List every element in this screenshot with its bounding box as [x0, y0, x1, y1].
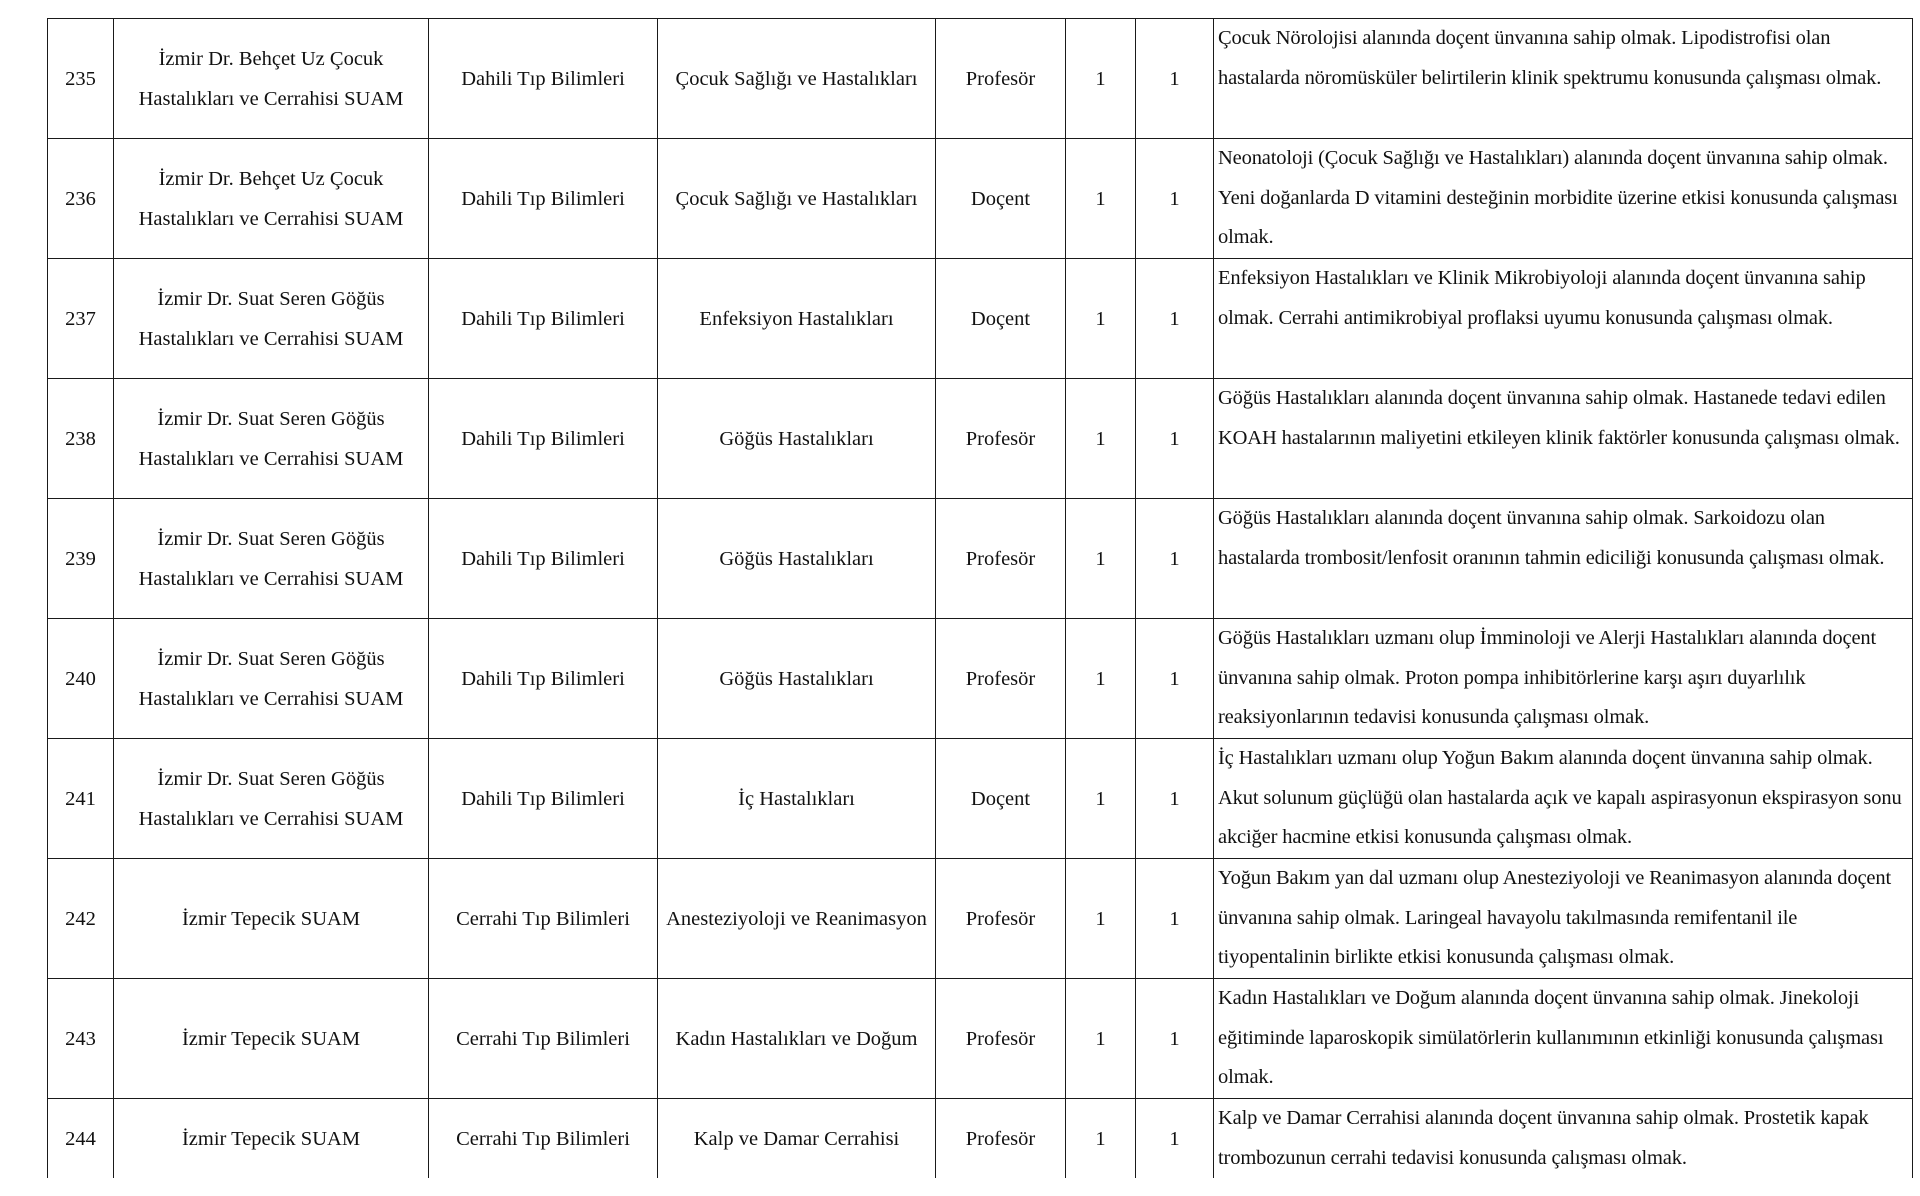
department-cell: Kadın Hastalıkları ve Doğum	[658, 979, 936, 1099]
row-number: 236	[48, 139, 114, 259]
institution-cell: İzmir Dr. Suat Seren Göğüs Hastalıkları ve Cerrahisi SUAM	[114, 379, 429, 499]
institution-cell: İzmir Tepecik SUAM	[114, 979, 429, 1099]
count-cell: 1	[1136, 859, 1214, 979]
table-row	[48, 739, 1913, 859]
count-cell: 1	[1066, 19, 1136, 139]
count-cell: 1	[1136, 19, 1214, 139]
institution-cell: İzmir Dr. Suat Seren Göğüs Hastalıkları ve Cerrahisi SUAM	[114, 739, 429, 859]
title-cell: Doçent	[936, 739, 1066, 859]
field-cell: Dahili Tıp Bilimleri	[429, 499, 658, 619]
count-cell: 1	[1136, 739, 1214, 859]
table-row	[48, 619, 1913, 739]
institution-cell: İzmir Dr. Suat Seren Göğüs Hastalıkları ve Cerrahisi SUAM	[114, 259, 429, 379]
row-number: 242	[48, 859, 114, 979]
title-cell: Doçent	[936, 259, 1066, 379]
count-cell: 1	[1136, 619, 1214, 739]
table-row	[48, 139, 1913, 259]
count-cell: 1	[1066, 859, 1136, 979]
department-cell: İç Hastalıkları	[658, 739, 936, 859]
row-number: 244	[48, 1099, 114, 1179]
row-number: 235	[48, 19, 114, 139]
institution-cell: İzmir Dr. Behçet Uz Çocuk Hastalıkları ve Cerrahisi SUAM	[114, 139, 429, 259]
institution-cell: İzmir Dr. Suat Seren Göğüs Hastalıkları ve Cerrahisi SUAM	[114, 619, 429, 739]
row-number: 239	[48, 499, 114, 619]
description-cell: İç Hastalıkları uzmanı olup Yoğun Bakım alanında doçent ünvanına sahip olmak. Akut solunum güçlüğü olan hastalarda açık ve kapalı aspirasyonun ekspirasyon sonu akciğer hacmine etkisi konusunda çalışması olmak.	[1214, 739, 1913, 859]
count-cell: 1	[1066, 619, 1136, 739]
row-number: 238	[48, 379, 114, 499]
department-cell: Kalp ve Damar Cerrahisi	[658, 1099, 936, 1179]
count-cell: 1	[1136, 499, 1214, 619]
description-cell: Göğüs Hastalıkları alanında doçent ünvanına sahip olmak. Hastanede tedavi edilen KOAH hastalarının maliyetini etkileyen klinik faktörler konusunda çalışması olmak.	[1214, 379, 1913, 499]
description-cell: Enfeksiyon Hastalıkları ve Klinik Mikrobiyoloji alanında doçent ünvanına sahip olmak. Cerrahi antimikrobiyal proflaksi uyumu konusunda çalışması olmak.	[1214, 259, 1913, 379]
description-cell: Göğüs Hastalıkları alanında doçent ünvanına sahip olmak. Sarkoidozu olan hastalarda trombosit/lenfosit oranının tahmin ediciliği konusunda çalışması olmak.	[1214, 499, 1913, 619]
count-cell: 1	[1136, 259, 1214, 379]
field-cell: Cerrahi Tıp Bilimleri	[429, 979, 658, 1099]
department-cell: Göğüs Hastalıkları	[658, 619, 936, 739]
description-cell: Yoğun Bakım yan dal uzmanı olup Anesteziyoloji ve Reanimasyon alanında doçent ünvanına sahip olmak. Laringeal havayolu takılmasında remifentanil ile tiyopentalinin birlikte etkisi konusunda çalışması olmak.	[1214, 859, 1913, 979]
institution-cell: İzmir Tepecik SUAM	[114, 859, 429, 979]
row-number: 237	[48, 259, 114, 379]
institution-cell: İzmir Dr. Suat Seren Göğüs Hastalıkları ve Cerrahisi SUAM	[114, 499, 429, 619]
count-cell: 1	[1066, 1099, 1136, 1179]
description-cell: Kalp ve Damar Cerrahisi alanında doçent ünvanına sahip olmak. Prostetik kapak trombozunun cerrahi tedavisi konusunda çalışması olmak.	[1214, 1099, 1913, 1179]
field-cell: Dahili Tıp Bilimleri	[429, 379, 658, 499]
department-cell: Çocuk Sağlığı ve Hastalıkları	[658, 19, 936, 139]
count-cell: 1	[1136, 379, 1214, 499]
institution-cell: İzmir Tepecik SUAM	[114, 1099, 429, 1179]
field-cell: Cerrahi Tıp Bilimleri	[429, 1099, 658, 1179]
title-cell: Profesör	[936, 19, 1066, 139]
title-cell: Profesör	[936, 499, 1066, 619]
department-cell: Çocuk Sağlığı ve Hastalıkları	[658, 139, 936, 259]
count-cell: 1	[1066, 379, 1136, 499]
row-number: 243	[48, 979, 114, 1099]
table-row	[48, 499, 1913, 619]
count-cell: 1	[1136, 1099, 1214, 1179]
table-row	[48, 259, 1913, 379]
field-cell: Dahili Tıp Bilimleri	[429, 619, 658, 739]
table-row	[48, 1099, 1913, 1179]
department-cell: Anesteziyoloji ve Reanimasyon	[658, 859, 936, 979]
count-cell: 1	[1066, 499, 1136, 619]
count-cell: 1	[1066, 259, 1136, 379]
description-cell: Kadın Hastalıkları ve Doğum alanında doçent ünvanına sahip olmak. Jinekoloji eğitiminde laparoskopik simülatörlerin kullanımının etkinliği konusunda çalışması olmak.	[1214, 979, 1913, 1099]
table-row	[48, 379, 1913, 499]
row-number: 240	[48, 619, 114, 739]
title-cell: Profesör	[936, 979, 1066, 1099]
count-cell: 1	[1066, 979, 1136, 1099]
department-cell: Enfeksiyon Hastalıkları	[658, 259, 936, 379]
count-cell: 1	[1066, 739, 1136, 859]
title-cell: Profesör	[936, 619, 1066, 739]
title-cell: Profesör	[936, 379, 1066, 499]
field-cell: Dahili Tıp Bilimleri	[429, 19, 658, 139]
count-cell: 1	[1136, 139, 1214, 259]
table-row	[48, 19, 1913, 139]
title-cell: Doçent	[936, 139, 1066, 259]
position-table	[47, 18, 1913, 1179]
count-cell: 1	[1066, 139, 1136, 259]
table-row	[48, 979, 1913, 1099]
department-cell: Göğüs Hastalıkları	[658, 499, 936, 619]
description-cell: Neonatoloji (Çocuk Sağlığı ve Hastalıkları) alanında doçent ünvanına sahip olmak. Yeni doğanlarda D vitamini desteğinin morbidite üzerine etkisi konusunda çalışması olmak.	[1214, 139, 1913, 259]
field-cell: Dahili Tıp Bilimleri	[429, 259, 658, 379]
department-cell: Göğüs Hastalıkları	[658, 379, 936, 499]
field-cell: Dahili Tıp Bilimleri	[429, 739, 658, 859]
table-row	[48, 859, 1913, 979]
title-cell: Profesör	[936, 1099, 1066, 1179]
field-cell: Cerrahi Tıp Bilimleri	[429, 859, 658, 979]
count-cell: 1	[1136, 979, 1214, 1099]
institution-cell: İzmir Dr. Behçet Uz Çocuk Hastalıkları ve Cerrahisi SUAM	[114, 19, 429, 139]
title-cell: Profesör	[936, 859, 1066, 979]
page-bottom-margin	[0, 1178, 1920, 1196]
description-cell: Göğüs Hastalıkları uzmanı olup İmminoloji ve Alerji Hastalıkları alanında doçent ünvanına sahip olmak. Proton pompa inhibitörlerine karşı aşırı duyarlılık reaksiyonlarının tedavisi konusunda çalışması olmak.	[1214, 619, 1913, 739]
description-cell: Çocuk Nörolojisi alanında doçent ünvanına sahip olmak. Lipodistrofisi olan hastalarda nöromüsküler belirtilerin klinik spektrumu konusunda çalışması olmak.	[1214, 19, 1913, 139]
row-number: 241	[48, 739, 114, 859]
field-cell: Dahili Tıp Bilimleri	[429, 139, 658, 259]
